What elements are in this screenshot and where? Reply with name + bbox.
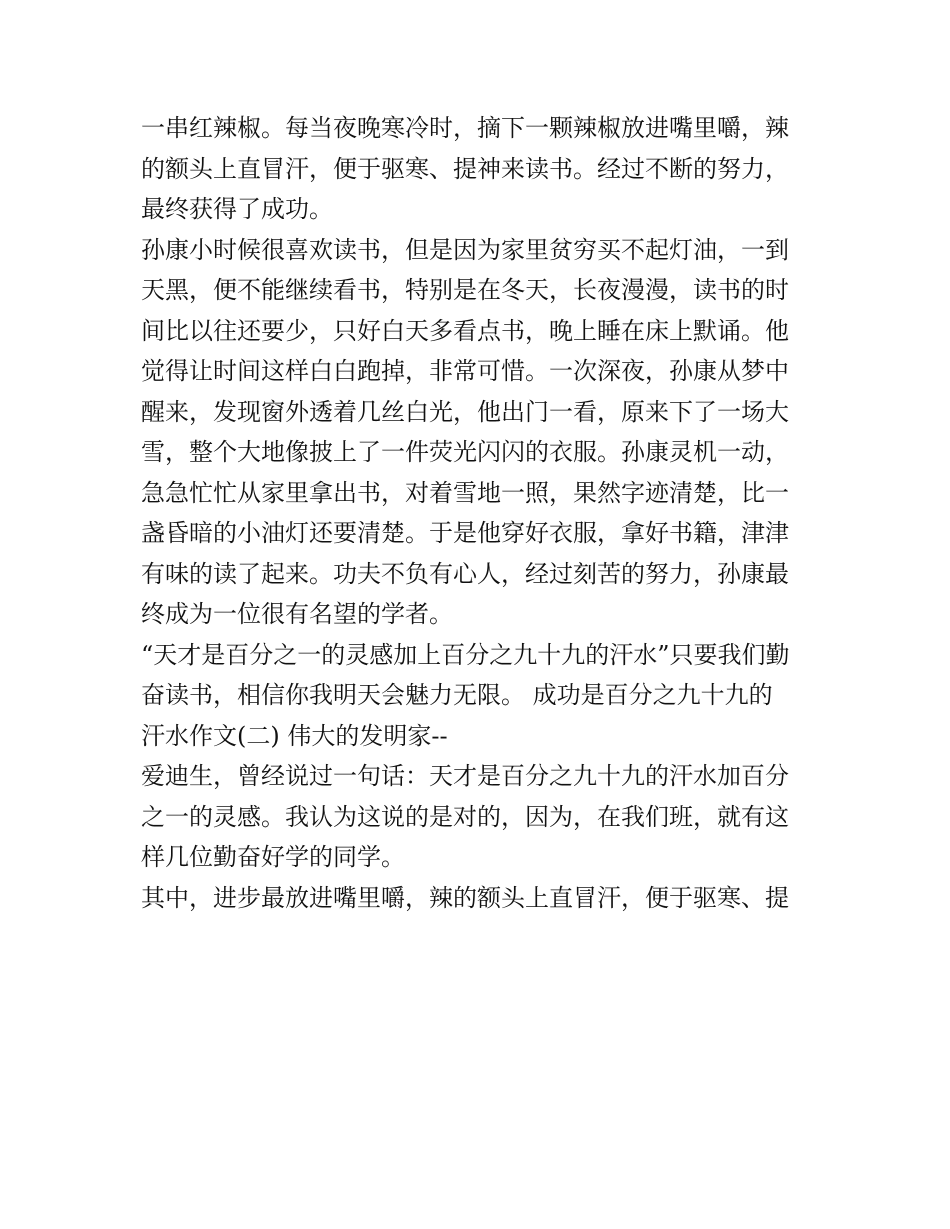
text-line: 样几位勤奋好学的同学。 <box>141 843 405 871</box>
text-line: 最终获得了成功。 <box>141 195 333 223</box>
text-line: 之一的灵感。我认为这说的是对的，因为，在我们班，就有这 <box>141 802 789 831</box>
text-line: 盏昏暗的小油灯还要清楚。于是他穿好衣服，拿好书籍，津津 <box>141 519 789 547</box>
text-line: 醒来，发现窗外透着几丝白光，他出门一看，原来下了一场大 <box>141 397 789 426</box>
text-line: “天才是百分之一的灵感加上百分之九十九的汗水”只要我们勤 <box>141 640 790 669</box>
text-line: 间比以往还要少，只好白天多看点书，晚上睡在床上默诵。他 <box>141 316 789 345</box>
body-text <box>141 108 813 918</box>
text-line: 爱迪生，曾经说过一句话：天才是百分之九十九的汗水加百分 <box>141 762 789 790</box>
text-line: 汗水作文(二) 伟大的发明家-- <box>141 721 448 750</box>
text-line: 有味的读了起来。功夫不负有心人，经过刻苦的努力，孙康最 <box>141 559 789 588</box>
text-line: 的额头上直冒汗，便于驱寒、提神来读书。经过不断的努力， <box>141 154 789 183</box>
text-line: 急急忙忙从家里拿出书，对着雪地一照，果然字迹清楚，比一 <box>141 478 789 507</box>
text-line: 天黑，便不能继续看书，特别是在冬天，长夜漫漫，读书的时 <box>141 276 789 304</box>
text-line: 奋读书，相信你我明天会魅力无限。 成功是百分之九十九的 <box>141 681 773 709</box>
text-line: 觉得让时间这样白白跑掉，非常可惜。一次深夜，孙康从梦中 <box>141 357 789 385</box>
text-line: 一串红辣椒。每当夜晚寒冷时，摘下一颗辣椒放进嘴里嚼，辣 <box>141 114 789 142</box>
text-line: 孙康小时候很喜欢读书，但是因为家里贫穷买不起灯油，一到 <box>141 235 789 264</box>
text-line: 雪，整个大地像披上了一件荧光闪闪的衣服。孙康灵机一动， <box>141 438 789 466</box>
text-line: 终成为一位很有名望的学者。 <box>141 600 453 628</box>
text-line: 其中，进步最放进嘴里嚼，辣的额头上直冒汗，便于驱寒、提 <box>141 883 789 912</box>
